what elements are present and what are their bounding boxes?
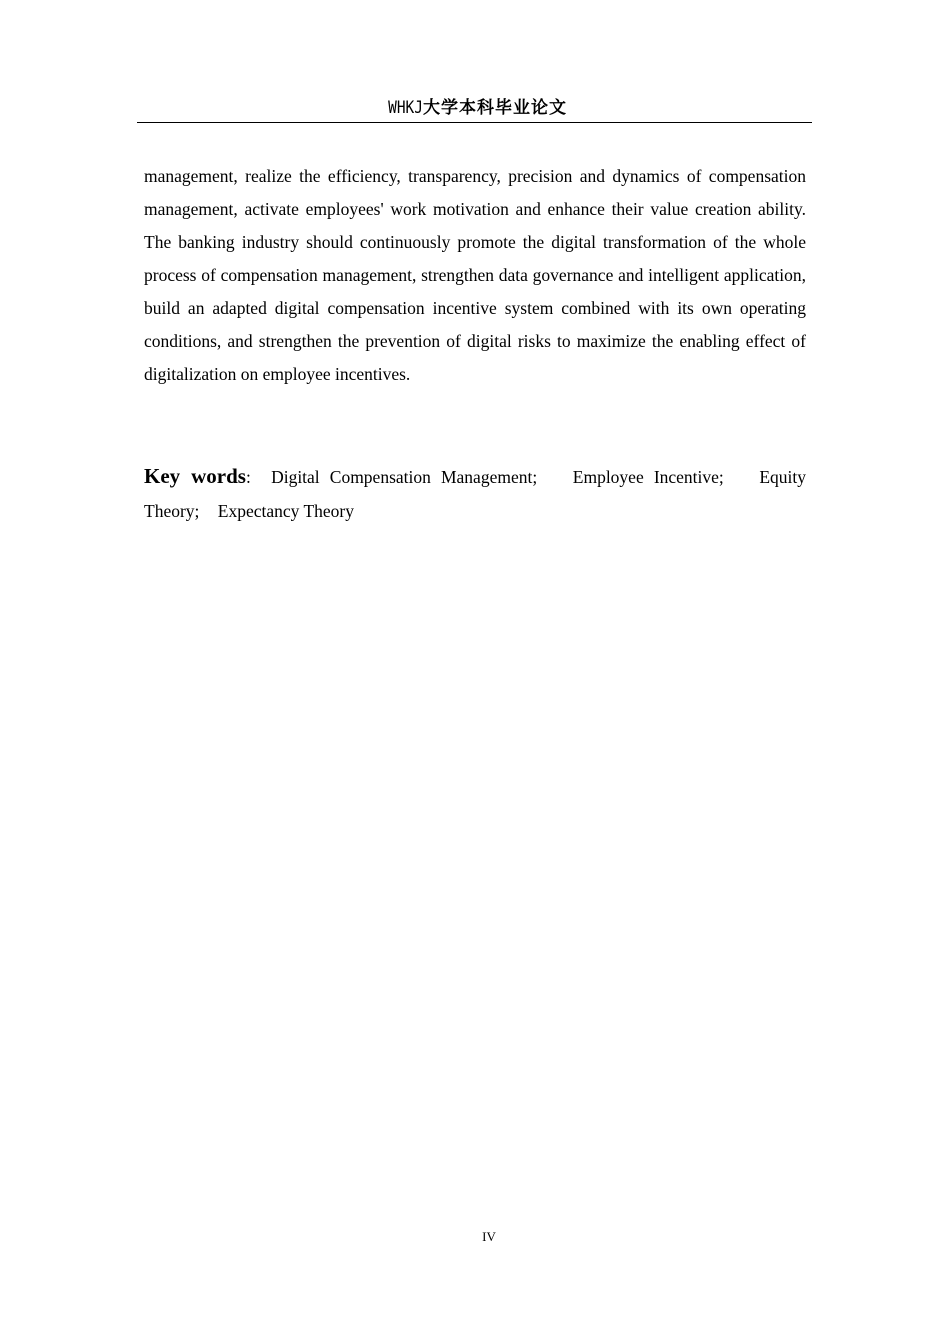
keywords-separator: : [245,467,251,487]
header-title [382,97,567,119]
page-number: IV [482,1229,496,1244]
keyword-item: Employee Incentive; [572,467,724,487]
keyword-item: Expectancy Theory [217,501,354,521]
abstract-paragraph: management, realize the efficiency, transparency, precision and dynamics of compensation management, activate employees' work motivation and enhance their value creation ability. The banking industry should continuously promote the digital transformation of the whole process of compensation management, strengthen data governance and intelligent application, build an adapted digital compensation incentive system combined with its own operating conditions, and strengthen the prevention of digital risks to maximize the enabling effect of digitalization on employee incentives. [144,166,806,384]
header-title-cjk: 大学本科毕业论文 [422,98,567,118]
keywords-label: Key words [144,464,246,488]
header-title-latin: WHKJ [388,98,423,118]
keyword-item: Equity Theory; [144,467,807,521]
keywords-line [144,459,806,528]
page-header [137,96,812,123]
keyword-item: Digital Compensation Management; [271,467,538,487]
